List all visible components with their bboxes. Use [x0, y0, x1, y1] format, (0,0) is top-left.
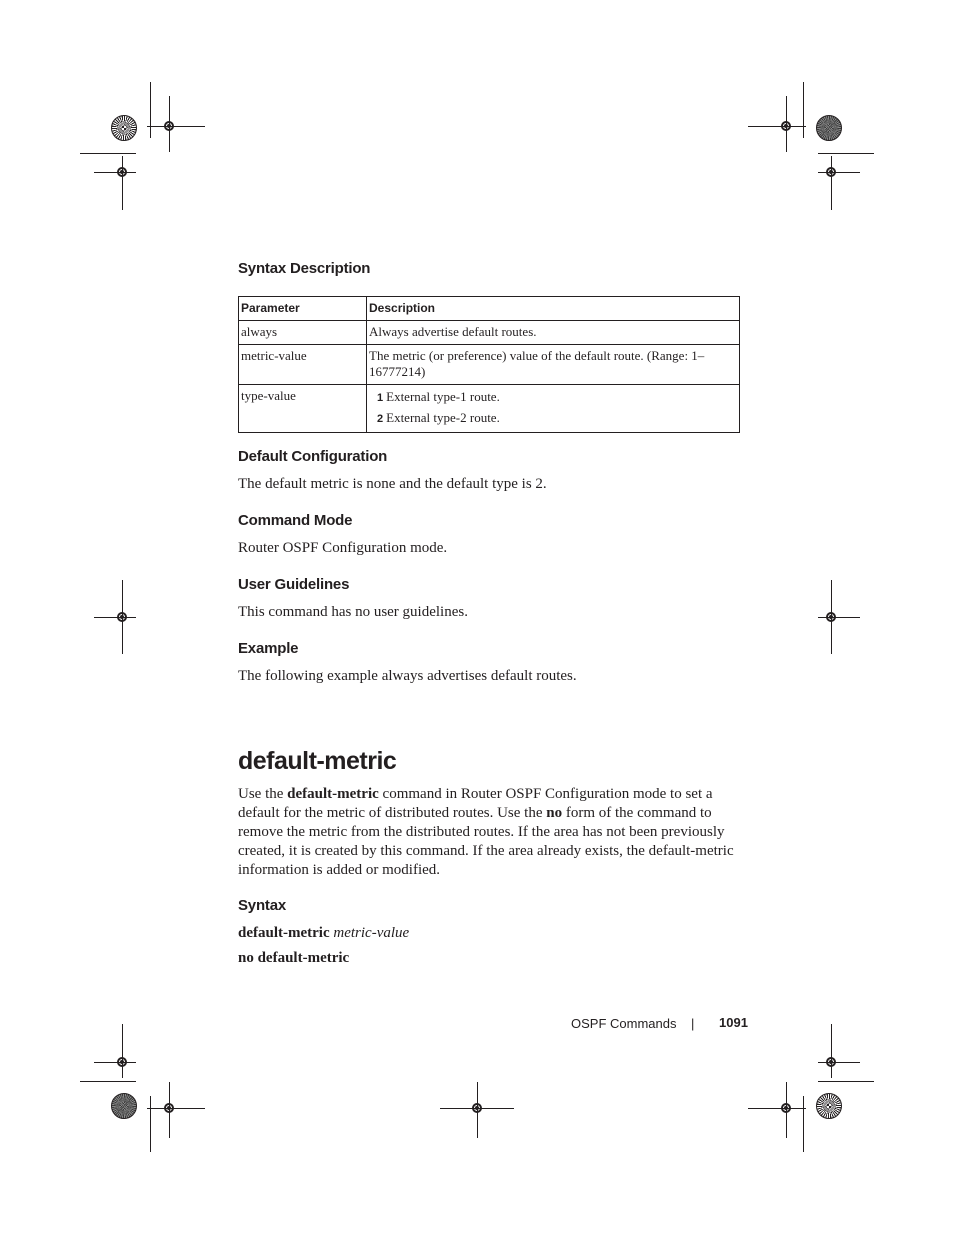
list-item-text: External type-2 route.	[386, 410, 500, 425]
registration-burst-icon	[111, 1093, 137, 1119]
command-mode-text: Router OSPF Configuration mode.	[238, 540, 448, 556]
no-syntax-command: no default-metric	[238, 950, 350, 966]
list-item	[369, 408, 737, 429]
intro-text: Use the	[238, 786, 288, 802]
footer-section-name: OSPF Commands	[571, 1016, 677, 1031]
page-number: 1091	[719, 1015, 748, 1030]
list-item-number: 2	[377, 413, 384, 425]
syntax-description-table	[238, 296, 740, 433]
table-header-description: Description	[367, 297, 740, 321]
intro-command-name: default-metric	[287, 786, 379, 802]
table-row	[239, 321, 740, 345]
default-configuration-text: The default metric is none and the default type is 2.	[238, 476, 547, 492]
intro-text: command in Router OSPF Configuration mode to set a default for the metric of distributed routes. Use the	[238, 786, 713, 821]
table-header-row	[239, 297, 740, 321]
command-mode-heading: Command Mode	[238, 512, 353, 529]
table-row	[239, 385, 740, 433]
table-cell-description: Always advertise default routes.	[367, 321, 740, 345]
example-text: The following example always advertises default routes.	[238, 668, 577, 684]
table-cell-description	[367, 385, 740, 433]
intro-no-keyword: no	[546, 805, 563, 821]
list-item-text: External type-1 route.	[386, 389, 500, 404]
syntax-command: default-metric	[238, 925, 330, 941]
no-syntax-line	[238, 949, 349, 968]
example-heading: Example	[238, 640, 299, 657]
registration-burst-icon	[816, 115, 842, 141]
command-intro-paragraph	[238, 785, 738, 880]
syntax-heading: Syntax	[238, 897, 286, 914]
footer-separator: |	[691, 1016, 695, 1031]
user-guidelines-heading: User Guidelines	[238, 576, 350, 593]
registration-burst-icon	[816, 1093, 842, 1119]
table-cell-parameter: metric-value	[239, 345, 367, 385]
command-title: default-metric	[238, 747, 397, 775]
default-configuration-heading: Default Configuration	[238, 448, 388, 465]
registration-burst-icon	[111, 115, 137, 141]
intro-text: form of the command to remove the metric from the distributed routes. If the area has not been previously created, it is created by this command. If the area already exists, the default-metric information is added or modified.	[238, 805, 734, 878]
syntax-description-heading: Syntax Description	[238, 260, 371, 277]
table-header-parameter: Parameter	[239, 297, 367, 321]
syntax-line	[238, 924, 409, 943]
table-cell-description: The metric (or preference) value of the default route. (Range: 1–16777214)	[367, 345, 740, 385]
list-item-number: 1	[377, 392, 384, 404]
table-cell-parameter: type-value	[239, 385, 367, 433]
syntax-argument: metric-value	[333, 925, 410, 941]
list-item	[369, 387, 737, 408]
table-row	[239, 345, 740, 385]
table-cell-parameter: always	[239, 321, 367, 345]
user-guidelines-text: This command has no user guidelines.	[238, 604, 468, 620]
